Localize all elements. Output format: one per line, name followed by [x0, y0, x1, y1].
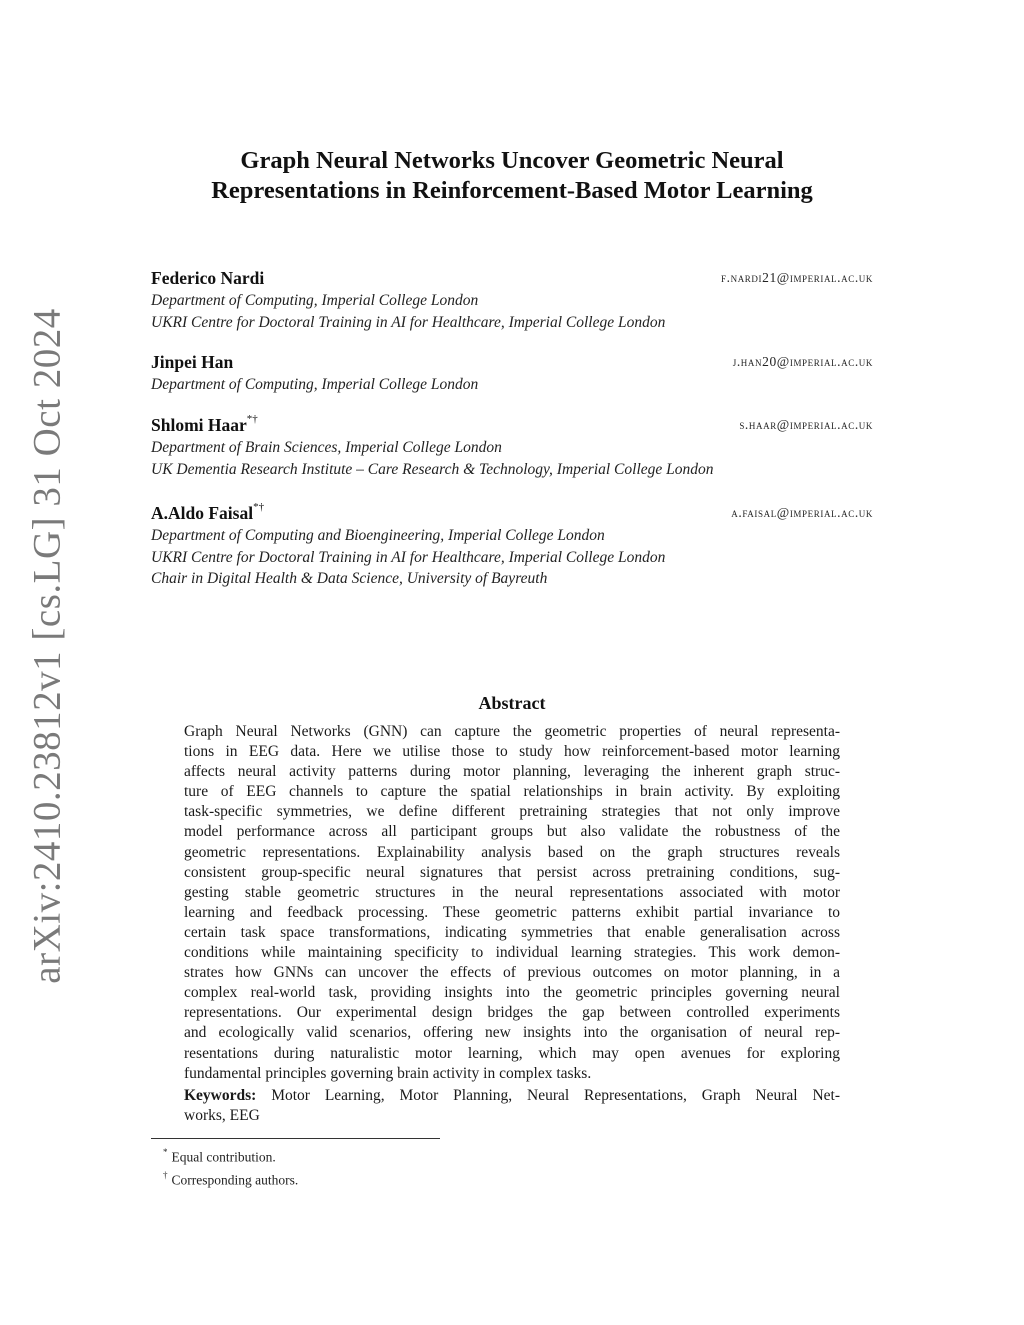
- author-block: [151, 352, 873, 396]
- author-block: [151, 503, 873, 590]
- abstract-line: resentations during naturalistic motor learning, which may open avenues for exploring: [184, 1044, 840, 1062]
- abstract-text: [184, 722, 840, 1084]
- footnote: [163, 1167, 298, 1190]
- keywords-line: works, EEG: [184, 1107, 260, 1125]
- author-name: A.Aldo Faisal*†: [151, 501, 265, 523]
- footnote-mark: †: [163, 1169, 168, 1180]
- author-marks: *†: [246, 413, 258, 426]
- footnote-mark: *: [163, 1147, 168, 1157]
- keywords-label: Keywords:: [184, 1087, 257, 1104]
- author-affiliation: Department of Computing, Imperial College London: [151, 292, 479, 309]
- paper-title: [100, 146, 924, 206]
- abstract-line: fundamental principles governing brain activity in complex tasks.: [184, 1064, 592, 1082]
- author-affiliation: Department of Computing and Bioengineering, Imperial College London: [151, 527, 605, 544]
- footnote-text: Equal contribution.: [171, 1149, 276, 1165]
- abstract-line: conditions while maintaining specificity to individual learning strategies. This work demon-: [184, 944, 840, 962]
- author-affiliation: UKRI Centre for Doctoral Training in AI for Healthcare, Imperial College London: [151, 313, 666, 331]
- keywords-line: [184, 1086, 840, 1106]
- abstract-heading: Abstract: [478, 693, 546, 713]
- footnote: [163, 1144, 298, 1167]
- author-block: [151, 268, 873, 333]
- author-email[interactable]: a.faisal@imperial.ac.uk: [731, 505, 873, 520]
- author-affiliation: UK Dementia Research Institute – Care Research & Technology, Imperial College London: [151, 460, 714, 478]
- abstract-line: ture of EEG channels to capture the spatial relationships in brain activity. By exploiting: [184, 783, 840, 801]
- author-name: Shlomi Haar*†: [151, 413, 258, 435]
- keywords: [184, 1086, 840, 1126]
- abstract-line: gesting stable geometric structures in the neural representations associated with motor: [184, 883, 840, 901]
- abstract-line: model performance across all participant groups but also validate the robustness of the: [184, 823, 840, 841]
- footnote-text: Corresponding authors.: [171, 1172, 299, 1187]
- keywords-list: Motor Learning, Motor Planning, Neural Representations, Graph Neural Net-: [271, 1087, 840, 1104]
- abstract-line: task-specific symmetries, we define different pretraining strategies that not only improve: [184, 803, 840, 821]
- author-email[interactable]: j.han20@imperial.ac.uk: [732, 354, 873, 369]
- title-line: Graph Neural Networks Uncover Geometric Neural: [240, 147, 784, 174]
- author-name: Jinpei Han: [151, 352, 234, 372]
- author-email[interactable]: s.haar@imperial.ac.uk: [739, 417, 873, 432]
- abstract-line: complex real-world task, providing insights into the geometric principles governing neural: [184, 984, 840, 1002]
- abstract-line: and ecologically valid scenarios, offering new insights into the organisation of neural rep-: [184, 1024, 840, 1042]
- author-affiliation: Department of Brain Sciences, Imperial College London: [151, 439, 502, 456]
- footnote-divider: [151, 1138, 440, 1139]
- author-affiliation: Chair in Digital Health & Data Science, University of Bayreuth: [151, 570, 548, 587]
- abstract-line: certain task space transformations, indicating symmetries that enable generalisation across: [184, 923, 840, 941]
- abstract-line: representations. Our experimental design bridges the gap between controlled experiments: [184, 1004, 840, 1022]
- author-block: [151, 415, 873, 480]
- author-affiliation: Department of Computing, Imperial College London: [151, 376, 479, 393]
- abstract-line: tions in EEG data. Here we utilise those to study how reinforcement-based motor learning: [184, 743, 840, 761]
- abstract-line: learning and feedback processing. These geometric patterns exhibit partial invariance to: [184, 903, 840, 921]
- footnotes: [163, 1144, 298, 1189]
- abstract-line: geometric representations. Explainability analysis based on the graph structures reveals: [184, 843, 840, 861]
- author-affiliation: UKRI Centre for Doctoral Training in AI for Healthcare, Imperial College London: [151, 548, 666, 566]
- abstract-line: consistent group-specific neural signatures that persist across pretraining conditions, sug-: [184, 863, 840, 881]
- author-name: Federico Nardi: [151, 268, 265, 288]
- title-line: Representations in Reinforcement-Based Motor Learning: [211, 177, 813, 204]
- abstract-line: Graph Neural Networks (GNN) can capture the geometric properties of neural representa-: [184, 723, 840, 740]
- abstract-line: affects neural activity patterns during motor planning, leveraging the inherent graph struc-: [184, 763, 840, 781]
- author-email[interactable]: f.nardi21@imperial.ac.uk: [721, 270, 873, 285]
- arxiv-identifier-stamp: arXiv:2410.23812v1 [cs.LG] 31 Oct 2024: [25, 308, 69, 984]
- abstract-line: strates how GNNs can uncover the effects of previous outcomes on motor planning, in a: [184, 964, 840, 982]
- author-marks: *†: [253, 501, 265, 514]
